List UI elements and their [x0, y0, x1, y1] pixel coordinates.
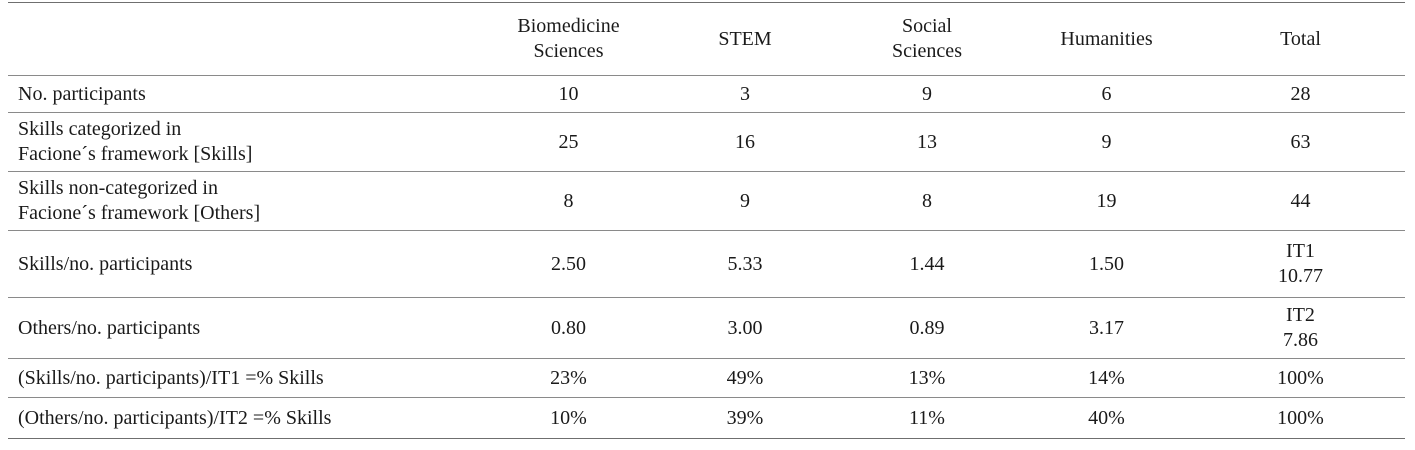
cell-humanities: 40% — [1017, 398, 1196, 439]
table-row — [8, 172, 1405, 231]
cell-social: 0.89 — [837, 298, 1017, 359]
table-row — [8, 359, 1405, 398]
row-label: Others/no. participants — [8, 298, 484, 359]
header-blank — [8, 3, 484, 76]
cell-stem: 16 — [653, 113, 837, 172]
table-row — [8, 398, 1405, 439]
header-biomedicine-line2: Sciences — [533, 40, 604, 62]
cell-humanities: 3.17 — [1017, 298, 1196, 359]
cell-biomedicine: 0.80 — [484, 298, 653, 359]
cell-social: 13% — [837, 359, 1017, 398]
cell-total: 100% — [1196, 398, 1405, 439]
row-label: (Others/no. participants)/IT2 =% Skills — [8, 398, 484, 439]
cell-stem: 39% — [653, 398, 837, 439]
cell-biomedicine: 23% — [484, 359, 653, 398]
row-label-line1: Skills non-categorized in — [18, 177, 218, 199]
cell-stem: 3.00 — [653, 298, 837, 359]
cell-total-line2: 10.77 — [1278, 265, 1323, 287]
cell-total: 44 — [1196, 172, 1405, 231]
row-label: No. participants — [8, 76, 484, 113]
header-biomedicine-line1: Biomedicine — [517, 15, 620, 37]
cell-total: 63 — [1196, 113, 1405, 172]
cell-total — [1196, 231, 1405, 298]
header-total: Total — [1196, 3, 1405, 76]
cell-stem: 5.33 — [653, 231, 837, 298]
header-biomedicine-sciences — [484, 3, 653, 76]
cell-biomedicine: 8 — [484, 172, 653, 231]
cell-social: 11% — [837, 398, 1017, 439]
row-label-line2: Facione´s framework [Skills] — [18, 143, 253, 165]
cell-total-line1: IT2 — [1286, 304, 1315, 326]
table-row — [8, 298, 1405, 359]
cell-total-line2: 7.86 — [1283, 329, 1318, 351]
cell-stem: 49% — [653, 359, 837, 398]
row-label-line2: Facione´s framework [Others] — [18, 202, 261, 224]
cell-stem: 3 — [653, 76, 837, 113]
table-row — [8, 113, 1405, 172]
header-social-line2: Sciences — [892, 40, 962, 62]
cell-total — [1196, 298, 1405, 359]
header-social-line1: Social — [902, 15, 952, 37]
table-row — [8, 76, 1405, 113]
cell-biomedicine: 10% — [484, 398, 653, 439]
cell-total: 100% — [1196, 359, 1405, 398]
cell-total: 28 — [1196, 76, 1405, 113]
cell-biomedicine: 10 — [484, 76, 653, 113]
table-header-row — [8, 3, 1405, 76]
row-label — [8, 172, 484, 231]
cell-social: 1.44 — [837, 231, 1017, 298]
cell-humanities: 6 — [1017, 76, 1196, 113]
header-social-sciences — [837, 3, 1017, 76]
row-label — [8, 113, 484, 172]
cell-humanities: 14% — [1017, 359, 1196, 398]
skills-table — [8, 2, 1405, 439]
table-row — [8, 231, 1405, 298]
row-label: Skills/no. participants — [8, 231, 484, 298]
row-label: (Skills/no. participants)/IT1 =% Skills — [8, 359, 484, 398]
cell-humanities: 19 — [1017, 172, 1196, 231]
cell-total-line1: IT1 — [1286, 240, 1315, 262]
cell-social: 9 — [837, 76, 1017, 113]
cell-humanities: 1.50 — [1017, 231, 1196, 298]
cell-social: 8 — [837, 172, 1017, 231]
cell-humanities: 9 — [1017, 113, 1196, 172]
cell-stem: 9 — [653, 172, 837, 231]
cell-social: 13 — [837, 113, 1017, 172]
cell-biomedicine: 2.50 — [484, 231, 653, 298]
cell-biomedicine: 25 — [484, 113, 653, 172]
header-stem: STEM — [653, 3, 837, 76]
header-humanities: Humanities — [1017, 3, 1196, 76]
row-label-line1: Skills categorized in — [18, 118, 182, 140]
